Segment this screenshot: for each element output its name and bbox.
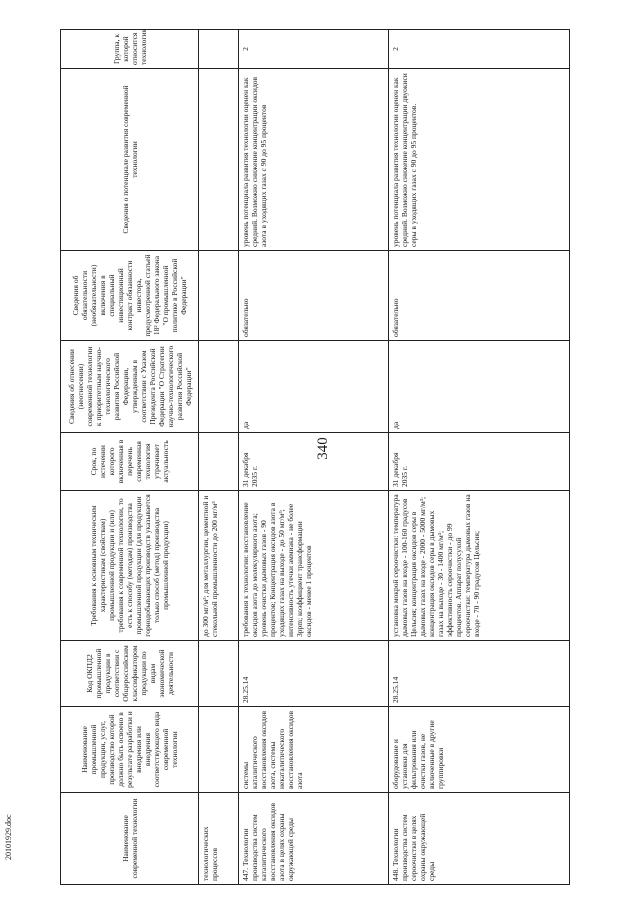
row-okpd: 28.25.14 [389, 641, 570, 707]
table-row [239, 30, 389, 885]
row-requirements: требования к технологии: восстановление оксидов азота до молекулярного азота; уровень очистки дымовых газов - 90 процентов; Концентрация оксидов азота в уходящих газах на выходе - до 50 мг/м³; интенсивность утечки аммиака - не более 3ppm; коэффициент трансформации оксидов - менее 1 процентов [239, 491, 389, 641]
header-requirements: Требования к основным техническим характеристикам (свойствам) промышленной продукции и (или) требования к современной технологии, то есть к способу (методам) производства промышленной продукции (для продукции горнодобывающих производств указывается только способ (метод) производства промышленной продукции) [61, 491, 199, 641]
row-deadline: 31 декабря 2035 г. [239, 433, 389, 491]
row-requirements: установка мокрой сероочистки: температура дымовых газов на входе - 100-160 градусов Цельсия; концентрация оксидов серы в дымовых газах на входе - 2000 - 5000 мг/м³; концентрация оксидов серы в дымовых газах на выходе - 30 - 1400 мг/м³; эффективность сероочистки - до 99 процентов. Аппарат полусухой сероочистки: температура дымовых газов на входе - 70 - 90 градусов Цельсия; [389, 491, 570, 641]
continuation-requirements: до 300 мг/м³; для металлургии, цементной и стекольной промышленности до 200 мг/м³ [199, 491, 239, 641]
header-row [61, 30, 199, 885]
header-technology: Наименование современной технологии [61, 793, 199, 885]
row-technology [389, 793, 570, 885]
header-priority: Сведения об отнесении (неотнесении) современной технологии к приоритетным научно-технологического развития Российской Федерации, утвержденным в соответствии с Указом Президента Российской Федерации "О Стратегии научно-технологического развития Российской Федерации" [61, 341, 199, 433]
technology-name: Технологии производства систем сероочистки в целях охраны окружающей среды [391, 813, 436, 881]
page-number: 340 [314, 437, 331, 460]
row-group: 2 [239, 30, 389, 69]
continuation-technology: технологических процессов [199, 793, 239, 885]
row-number: 448. [391, 867, 400, 881]
header-group: Группа, к которой относится технология [61, 30, 199, 69]
technology-name: Технологии производства систем каталитического восстановления оксидов азота в целях охраны окружающей среды [241, 802, 295, 881]
row-technology [239, 793, 389, 885]
header-okpd: Код ОКПД2 промышленной продукции в соответствии с Общероссийским классификатором продукции по видам экономической деятельности [61, 641, 199, 707]
row-potential: уровень потенциала развития технологии оценен как средний. Возможно снижение концентрации двуокиси серы в уходящих газах с 90 до 95 процентов. [389, 69, 570, 251]
technology-table [60, 29, 570, 885]
row-group: 2 [389, 30, 570, 69]
header-potential: Сведения о потенциале развития современной технологии [61, 69, 199, 251]
row-deadline: 31 декабря 2035 г. [389, 433, 570, 491]
row-priority: да [239, 341, 389, 433]
row-mandatory: обязательно [389, 251, 570, 341]
row-mandatory: обязательно [239, 251, 389, 341]
header-mandatory: Сведения об обязательности (необязательности) включения в специальный инвестиционный контракт обязанности инвестора, предусмотренной статьей 18² Федерального закона "О промышленной политике в Российской Федерации" [61, 251, 199, 341]
row-number: 447. [241, 867, 250, 881]
row-potential: уровень потенциала развития технологии оценен как средний. Возможно снижение концентрации оксидов азота в уходящих газах с 90 до 95 процентов [239, 69, 389, 251]
table-row [389, 30, 570, 885]
header-product: Наименование промышленной продукции, услуг, производство которой должно быть освоено в результате разработки и внедрения или внедрения соответствующего вида современной технологии [61, 707, 199, 793]
row-product: системы каталитического восстановления оксидов азота, системы некаталитического восстановления оксидов азота [239, 707, 389, 793]
row-okpd: 28.25.14 [239, 641, 389, 707]
continuation-row [199, 30, 239, 885]
footer-filename: 20101929.doc [4, 814, 13, 860]
row-product: оборудование и установки для фильтрования или очистки газов, не включенные в другие группировки [389, 707, 570, 793]
row-priority: да [389, 341, 570, 433]
header-deadline: Срок, по истечении которого включенная в перечень современная технология утрачивает актуальность [61, 433, 199, 491]
rotated-table-container [60, 30, 570, 885]
